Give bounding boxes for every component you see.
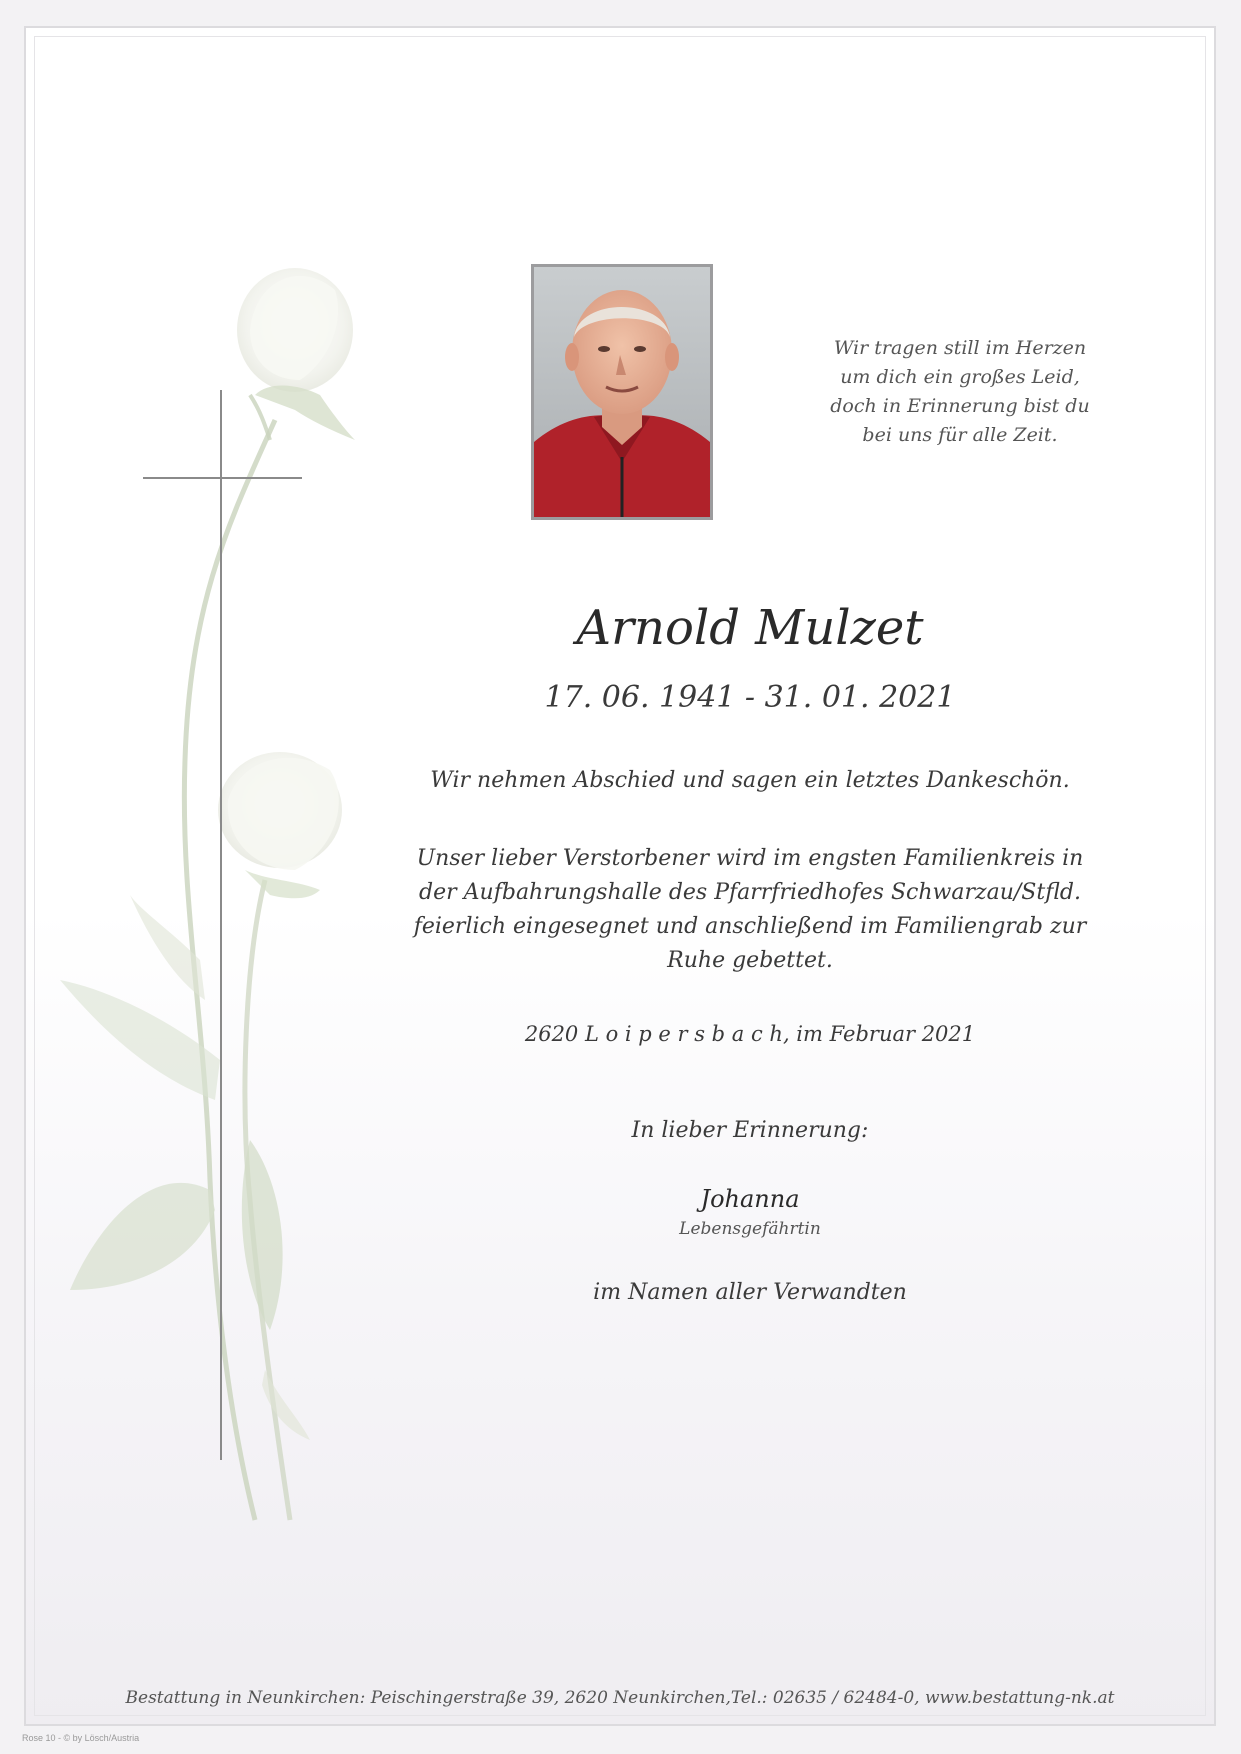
announcement-line: der Aufbahrungshalle des Pfarrfriedhofes Schwarzau/Stfld. <box>419 880 1081 905</box>
verse-line: bei uns für alle Zeit. <box>862 424 1058 446</box>
place-date: 2620 L o i p e r s b a c h, im Februar 2021 <box>524 1022 976 1046</box>
verse-line: doch in Erinnerung bist du <box>830 395 1090 417</box>
memorial-verse <box>800 334 1120 450</box>
deceased-name: Arnold Mulzet <box>576 600 924 656</box>
relatives-line: im Namen aller Verwandten <box>593 1280 907 1305</box>
announcement-line: Unser lieber Verstorbener wird im engsten Familienkreis in <box>416 846 1084 871</box>
signer-relation: Lebensgefährtin <box>679 1219 821 1239</box>
signer-name: Johanna <box>700 1185 800 1213</box>
announcement-line: feierlich eingesegnet und anschließend im Familiengrab zur <box>413 914 1087 939</box>
memory-heading: In lieber Erinnerung: <box>631 1118 869 1143</box>
funeral-announcement <box>390 842 1110 978</box>
thanks-line: Wir nehmen Abschied und sagen ein letztes Dankeschön. <box>430 768 1070 793</box>
verse-line: Wir tragen still im Herzen <box>833 337 1087 359</box>
design-credit: Rose 10 - © by Lösch/Austria <box>22 1733 140 1743</box>
funeral-home-footer: Bestattung in Neunkirchen: Peischingerstraße 39, 2620 Neunkirchen,Tel.: 02635 / 62484-0, www.bestattung-nk.at <box>125 1688 1115 1708</box>
announcement-line: Ruhe gebettet. <box>667 948 833 973</box>
deceased-portrait <box>531 264 713 520</box>
life-dates: 17. 06. 1941 - 31. 01. 2021 <box>544 680 956 715</box>
verse-line: um dich ein großes Leid, <box>840 366 1080 388</box>
